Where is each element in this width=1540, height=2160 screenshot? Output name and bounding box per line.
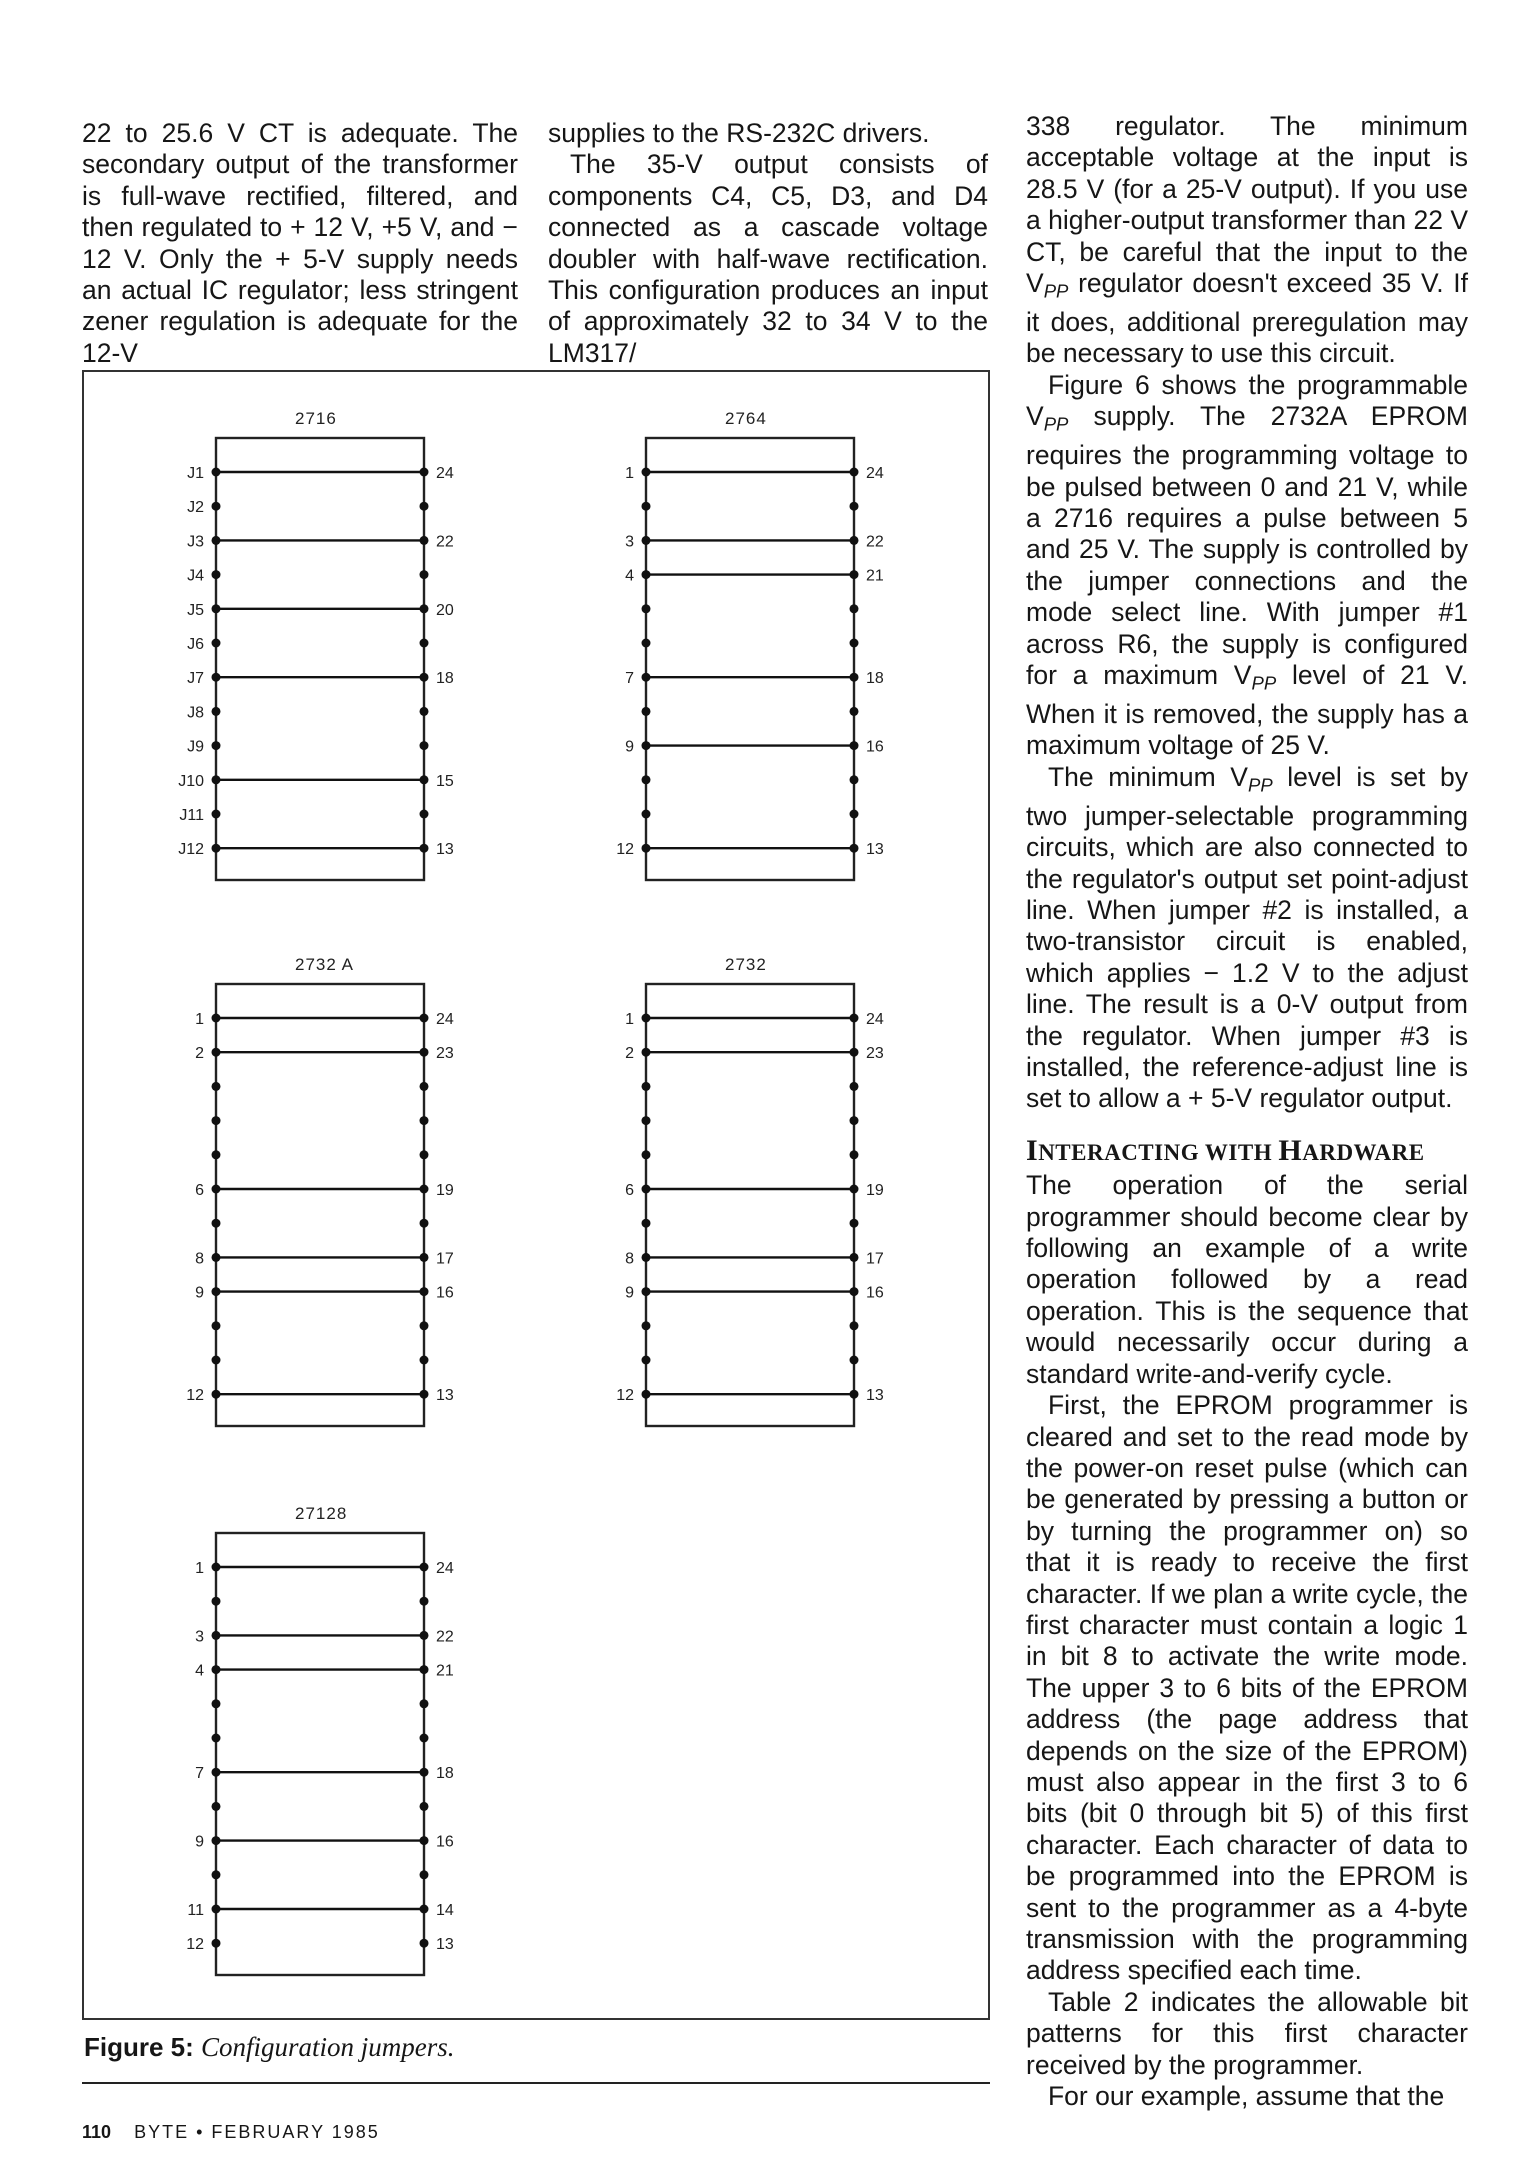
chip-title: 2764 [725,409,767,428]
paragraph: For our example, assume that the [1048,2081,1445,2112]
pin-label-left: 9 [195,1833,204,1851]
pin-right-dot [420,1116,429,1125]
pin-label-left: 2 [195,1045,204,1063]
pin-label-right: 13 [436,841,454,859]
pin-left-dot [212,1219,221,1228]
pin-right-dot [420,1699,429,1708]
pin-left-dot [212,1356,221,1365]
vpp-symbol: $V_{PP}$ [1026,268,1069,302]
pin-right-dot [850,604,859,613]
pin-label-left: 3 [625,533,634,551]
pin-right-dot [850,639,859,648]
pin-label-left: 8 [195,1250,204,1268]
paragraph: Table 2 indicates the allowable bit patterns for this first character received by the programmer. [1026,1986,1468,2080]
pin-left-dot [642,1150,651,1159]
pin-left-dot [642,707,651,716]
pin-label-left: J4 [187,567,204,585]
pin-label-left: 6 [195,1182,204,1199]
pin-left-dot [212,741,221,750]
pin-right-dot [420,1802,429,1811]
pin-label-right: 24 [436,465,454,482]
pin-left-dot [212,1802,221,1811]
pin-right-dot [420,1082,429,1091]
pin-label-left: J12 [178,841,204,859]
pin-label-left: 9 [625,1284,634,1302]
pin-label-right: 22 [436,1628,454,1646]
chip-title: 2732 [725,955,767,974]
pin-label-left: J7 [187,670,204,688]
pin-label-left: J6 [187,636,204,653]
pin-label-left: 1 [195,1560,204,1577]
chip-title: 27128 [295,1504,348,1523]
text-column-3 [1026,111,1468,2112]
pin-label-right: 14 [436,1902,454,1919]
pin-label-right: 13 [436,1936,454,1954]
pin-left-dot [642,1321,651,1330]
pin-label-right: 23 [436,1045,454,1063]
pin-right-dot [420,1734,429,1743]
pin-left-dot [642,502,651,511]
pin-label-right: 16 [866,1284,884,1302]
pin-label-right: 24 [436,1560,454,1577]
pin-label-left: 2 [625,1045,634,1063]
paragraph: The operation of the serial programmer should become clear by following an example of a write operation followed by a read operation. This is the sequence that would necessarily occur during a standard write-and-verify cycle. [1026,1170,1468,1389]
pin-label-left: 6 [625,1182,634,1199]
pin-left-dot [212,1116,221,1125]
pin-label-right: 18 [436,1765,454,1783]
pin-left-dot [212,1597,221,1606]
pin-right-dot [420,741,429,750]
pin-label-left: 12 [186,1936,204,1954]
pin-right-dot [850,1321,859,1330]
pin-left-dot [642,1116,651,1125]
pin-label-left: 1 [625,1011,634,1028]
chip-title: 2716 [295,409,337,428]
pin-left-dot [642,639,651,648]
pin-label-right: 19 [866,1182,884,1199]
pin-label-right: 16 [866,738,884,756]
pin-right-dot [420,502,429,511]
vpp-symbol: $V_{PP}$ [1026,401,1069,435]
chip-outline [216,984,424,1426]
pin-label-left: 7 [625,670,634,688]
pin-right-dot [850,1116,859,1125]
pin-label-left: 3 [195,1628,204,1646]
pin-label-left: 8 [625,1250,634,1268]
chip-title: 2732 A [295,955,354,974]
pin-label-left: 11 [187,1902,204,1919]
pin-label-right: 22 [866,533,884,551]
pin-right-dot [420,707,429,716]
pin-label-right: 24 [866,1011,884,1028]
pin-label-left: 7 [195,1765,204,1783]
page-number: 110 [82,2122,112,2142]
pin-label-right: 24 [436,1011,454,1028]
pin-label-left: J5 [187,601,204,619]
pin-label-right: 21 [436,1662,454,1680]
pin-left-dot [642,604,651,613]
pin-label-left: 12 [186,1387,204,1405]
pin-label-right: 17 [436,1250,454,1268]
chip-outline [646,438,854,880]
pin-right-dot [420,810,429,819]
pin-right-dot [850,707,859,716]
pin-right-dot [420,1356,429,1365]
pin-label-right: 13 [436,1387,454,1405]
pin-right-dot [850,1219,859,1228]
configuration-jumpers-figure [82,370,990,2020]
pin-right-dot [420,1939,429,1948]
pin-label-right: 19 [436,1182,454,1199]
paragraph: The minimum $V_{PP}$ level is set by two jumper-selectable programming circuits, which are also connected to the regulator's output set point-adjust line. When jumper #2 is installed, a two-transistor circuit is enabled, which applies − 1.2 V to the adjust line. The result is a 0-V output from the regulator. When jumper #3 is installed, the reference-adjust line is set to allow a + 5-V regulator output. [1026,761,1468,1114]
pin-right-dot [850,810,859,819]
pin-label-right: 18 [436,670,454,688]
pin-label-right: 24 [866,465,884,482]
pin-label-left: 1 [195,1011,204,1028]
text-column-2 [548,118,988,369]
pin-left-dot [212,1870,221,1879]
pin-label-right: 20 [436,601,454,619]
publication-line: BYTE • FEBRUARY 1985 [134,2122,380,2142]
pin-right-dot [420,1150,429,1159]
pin-left-dot [212,1699,221,1708]
caption-rule [82,2082,990,2084]
pin-label-right: 18 [866,670,884,688]
pin-left-dot [212,1150,221,1159]
pin-left-dot [642,775,651,784]
pin-right-dot [420,639,429,648]
pin-left-dot [642,810,651,819]
pin-right-dot [850,1150,859,1159]
figure-caption: Figure 5: Configuration jumpers. [84,2032,455,2062]
pin-left-dot [212,707,221,716]
pin-label-left: 9 [195,1284,204,1302]
pin-left-dot [642,1219,651,1228]
pin-left-dot [642,1082,651,1091]
pin-label-left: J8 [187,704,204,722]
pin-label-left: J2 [187,499,204,517]
pin-label-right: 15 [436,772,454,790]
pin-label-left: 4 [195,1662,204,1680]
text-column-1 [82,118,518,369]
pin-right-dot [850,502,859,511]
page-footer [82,2122,380,2143]
pin-label-right: 13 [866,841,884,859]
pin-label-right: 13 [866,1387,884,1405]
pin-label-right: 23 [866,1045,884,1063]
paragraph: The 35-V output consists of components C4, C5, D3, and D4 connected as a cascade voltage doubler with half-wave rectification. This configuration produces an input of approximately 32 to 34 V to the LM317/ [548,149,988,368]
chip-outline [646,984,854,1426]
pin-left-dot [212,1734,221,1743]
pin-label-right: 21 [866,567,884,585]
pin-label-left: J9 [187,738,204,756]
paragraph: supplies to the RS-232C drivers. [548,118,930,148]
paragraph: First, the EPROM programmer is cleared and set to the read mode by the power-on reset pulse (which can be generated by pressing a button or by turning the programmer on) so that it is ready to receive the first character. If we plan a write cycle, the first character must contain a logic 1 in bit 8 to activate the write mode. The upper 3 to 6 bits of the EPROM address (the page address that depends on the size of the EPROM) must also appear in the first 3 to 6 bits (bit 0 through bit 5) of this first character. Each character of data to be programmed into the EPROM is sent to the programmer as a 4-byte transmission with the programming address specified each time. [1026,1390,1468,1986]
vpp-symbol: $V_{PP}$ [1233,660,1277,694]
pin-left-dot [212,1082,221,1091]
pin-left-dot [212,1939,221,1948]
pin-left-dot [642,1356,651,1365]
pin-label-left: 1 [625,465,634,482]
pin-left-dot [212,1321,221,1330]
pin-label-left: J11 [179,807,204,824]
pin-right-dot [420,1219,429,1228]
pin-label-left: J10 [178,772,204,790]
pin-label-right: 16 [436,1284,454,1302]
pin-left-dot [212,502,221,511]
vpp-symbol: $V_{PP}$ [1230,761,1273,796]
pin-left-dot [212,810,221,819]
pin-label-left: 4 [625,567,634,585]
pin-right-dot [420,1597,429,1606]
pin-right-dot [850,1082,859,1091]
pin-label-left: 9 [625,738,634,756]
pin-label-right: 16 [436,1833,454,1851]
paragraph: 22 to 25.6 V CT is adequate. The secondary output of the transformer is full-wave rectified, filtered, and then regulated to + 12 V, +5 V, and − 12 V. Only the + 5-V supply needs an actual IC regulator; less stringent zener regulation is adequate for the 12-V [82,118,518,368]
pin-right-dot [420,1870,429,1879]
section-heading: INTERACTING WITH HARDWARE [1026,1133,1425,1167]
pin-label-left: 12 [616,841,634,859]
chip-outline [216,438,424,880]
pin-left-dot [212,570,221,579]
paragraph: Figure 6 shows the programmable $V_{PP}$ supply. The 2732A EPROM requires the programming voltage to be pulsed between 0 and 21 V, while a 2716 requires a pulse between 5 and 25 V. The supply is controlled by the jumper connections and the mode select line. With jumper #1 across R6, the supply is configured for a maximum $V_{PP}$ level of 21 V. When it is removed, the supply has a maximum voltage of 25 V. [1026,369,1468,761]
pin-label-right: 17 [866,1250,884,1268]
paragraph: 338 regulator. The minimum acceptable voltage at the input is 28.5 V (for a 25-V output). If you use a higher-output transformer than 22 V CT, be careful that the input to the $V_{PP}$ regulator doesn't exceed 35 V. If it does, additional preregulation may be necessary to use this circuit. [1026,111,1468,369]
pin-label-right: 22 [436,533,454,551]
pin-right-dot [850,1356,859,1365]
pin-right-dot [420,570,429,579]
pin-left-dot [212,639,221,648]
pin-right-dot [420,1321,429,1330]
pin-right-dot [850,775,859,784]
pin-label-left: J1 [187,465,204,482]
pin-label-left: 12 [616,1387,634,1405]
pin-label-left: J3 [187,533,204,551]
